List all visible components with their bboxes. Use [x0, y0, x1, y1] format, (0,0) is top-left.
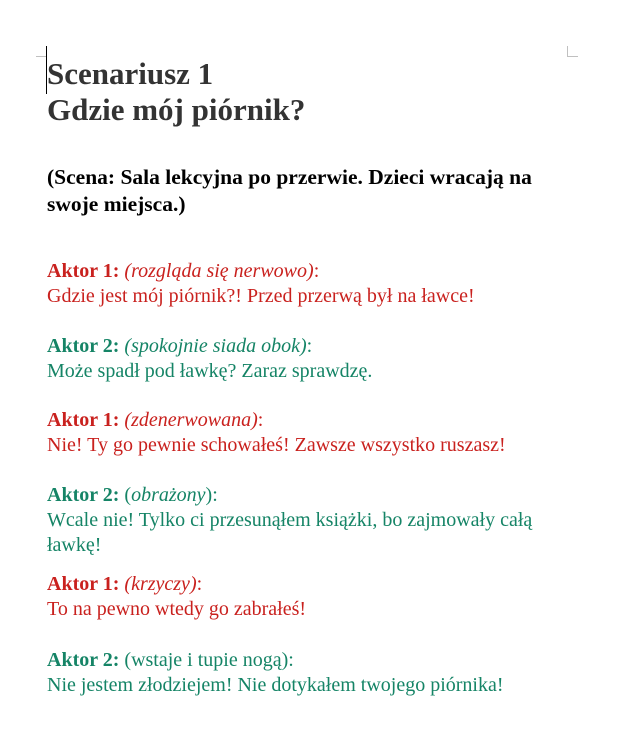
speaker-label: Aktor 2:	[47, 649, 120, 671]
dialogue-block-6	[47, 648, 567, 698]
speaker-label: Aktor 2:	[47, 484, 120, 506]
dialogue-block-2	[47, 334, 567, 384]
speaker-label: Aktor 2:	[47, 335, 120, 357]
stage-direction-close: )	[251, 409, 258, 431]
stage-direction-close: )	[189, 573, 197, 595]
stage-direction: obrażony	[131, 484, 206, 506]
colon: :	[196, 573, 203, 595]
stage-direction-close: )	[307, 260, 314, 282]
dialogue-line: Może spadł pod ławkę? Zaraz sprawdzę.	[47, 360, 373, 382]
title-line-1: Scenariusz 1	[47, 56, 214, 91]
document-page[interactable]	[47, 56, 567, 696]
dialogue-block-1	[47, 259, 567, 309]
document-title	[47, 56, 567, 128]
dialogue-line: Gdzie jest mój piórnik?! Przed przerwą był na ławce!	[47, 285, 475, 307]
stage-direction-close: )	[281, 649, 289, 671]
dialogue-block-3	[47, 408, 567, 458]
dialogue-line: Nie jestem złodziejem! Nie dotykałem twojego piórnika!	[47, 674, 504, 696]
speaker-label: Aktor 1:	[47, 409, 120, 431]
stage-direction-open: (	[124, 260, 132, 282]
dialogue-line: Nie! Ty go pewnie schowałeś! Zawsze wszystko ruszasz!	[47, 434, 506, 456]
dialogue-block-4	[47, 483, 567, 558]
stage-direction: spokojnie siada obok	[131, 335, 300, 357]
stage-direction-open: (	[124, 335, 132, 357]
colon: :	[257, 409, 264, 431]
dialogue-line: To na pewno wtedy go zabrałeś!	[47, 598, 307, 620]
stage-direction-open: (	[124, 649, 132, 671]
stage-direction-open: (	[124, 409, 132, 431]
stage-direction-close: )	[299, 335, 307, 357]
stage-direction: krzyczy	[131, 573, 190, 595]
title-line-2: Gdzie mój piórnik?	[47, 92, 306, 127]
colon: :	[288, 649, 294, 671]
colon: :	[212, 484, 218, 506]
speaker-label: Aktor 1:	[47, 573, 120, 595]
stage-direction-open: (	[124, 484, 132, 506]
colon: :	[306, 335, 313, 357]
stage-direction: wstaje i tupie nogą	[131, 649, 282, 671]
scene-direction: (Scena: Sala lekcyjna po przerwie. Dzieci wracają na swoje miejsca.)	[47, 165, 532, 216]
page-corner-marker-top-right	[567, 46, 578, 57]
dialogue-block-5	[47, 572, 567, 622]
colon: :	[313, 260, 320, 282]
stage-direction: rozgląda się nerwowo	[131, 260, 308, 282]
stage-direction: zdenerwowana	[131, 409, 252, 431]
dialogue-line: Wcale nie! Tylko ci przesunąłem książki, bo zajmowały całą ławkę!	[47, 509, 533, 556]
stage-direction-open: (	[124, 573, 132, 595]
speaker-label: Aktor 1:	[47, 260, 120, 282]
stage-direction-close: )	[205, 484, 213, 506]
